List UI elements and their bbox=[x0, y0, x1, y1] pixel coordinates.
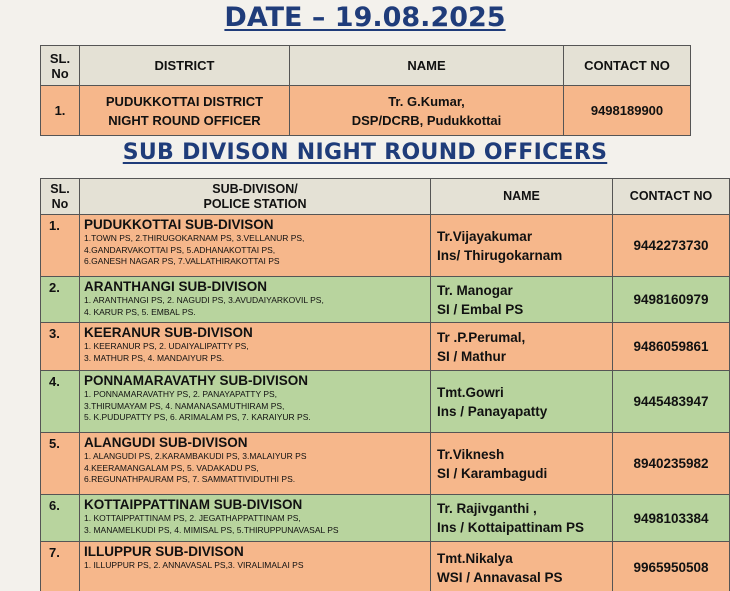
header-sub-division-line-1: SUB-DIVISON/ bbox=[212, 181, 298, 196]
district-cell bbox=[80, 86, 290, 136]
sub-division-cell bbox=[80, 277, 431, 323]
police-station-line: 5. K.PUDUPATTY PS, 6. ARIMALAM PS, 7. KARAIYUR PS. bbox=[84, 412, 311, 422]
officer-name: Tr. Manogar bbox=[437, 282, 513, 298]
header-sub-division bbox=[80, 179, 431, 215]
officer-designation: SI / Embal PS bbox=[437, 301, 524, 317]
table-row bbox=[41, 215, 730, 277]
header-contact: CONTACT NO bbox=[564, 46, 691, 86]
sub-division-table bbox=[40, 178, 730, 591]
table-row bbox=[41, 542, 730, 591]
officer-cell bbox=[431, 371, 613, 433]
officer-name: Tr. Rajivganthi , bbox=[437, 501, 537, 516]
sub-division-name: PUDUKKOTTAI SUB-DIVISON bbox=[84, 217, 274, 232]
officer-name: Tmt.Gowri bbox=[437, 384, 504, 400]
police-station-line: 1. ILLUPPUR PS, 2. ANNAVASAL PS,3. VIRALIMALAI PS bbox=[84, 560, 304, 570]
table-row bbox=[41, 277, 730, 323]
sub-division-cell bbox=[80, 215, 431, 277]
police-station-line: 3. MANAMELKUDI PS, 4. MIMISAL PS, 5.THIRUPPUNAVASAL PS bbox=[84, 524, 339, 535]
officer-designation: DSP/DCRB, Pudukkottai bbox=[351, 112, 502, 128]
police-station-line: 1. KOTTAIPPATTINAM PS, 2. JEGATHAPPATTINAM PS, bbox=[84, 513, 301, 523]
police-station-line: 1. ARANTHANGI PS, 2. NAGUDI PS, 3.AVUDAIYARKOVIL PS, bbox=[84, 295, 324, 305]
table-row bbox=[41, 323, 730, 371]
row-sl-no: 3. bbox=[41, 323, 80, 371]
police-station-line: 1. ALANGUDI PS, 2.KARAMBAKUDI PS, 3.MALAIYUR PS bbox=[84, 451, 307, 461]
sub-division-cell bbox=[80, 495, 431, 542]
district-line-2: NIGHT ROUND OFFICER bbox=[108, 112, 261, 128]
officer-designation: Ins / Kottaipattinam PS bbox=[437, 520, 585, 535]
sub-division-name: ALANGUDI SUB-DIVISON bbox=[84, 435, 248, 450]
officer-name: Tr .P.Perumal, bbox=[437, 329, 526, 345]
row-sl-no: 2. bbox=[41, 277, 80, 323]
table-row bbox=[41, 495, 730, 542]
row-sl-no: 1. bbox=[41, 86, 80, 136]
officer-cell bbox=[431, 542, 613, 591]
header-name: NAME bbox=[431, 179, 613, 215]
sub-division-cell bbox=[80, 433, 431, 495]
sub-division-cell bbox=[80, 323, 431, 371]
officer-cell bbox=[431, 323, 613, 371]
contact-number: 9498189900 bbox=[564, 86, 691, 136]
header-district: DISTRICT bbox=[80, 46, 290, 86]
officer-name: Tr.Viknesh bbox=[437, 446, 505, 462]
contact-number: 9965950508 bbox=[613, 542, 730, 591]
district-line-1: PUDUKKOTTAI DISTRICT bbox=[105, 93, 264, 109]
contact-number: 8940235982 bbox=[613, 433, 730, 495]
header-sl-no: SL. No bbox=[41, 179, 80, 215]
row-sl-no: 4. bbox=[41, 371, 80, 433]
police-station-line: 1. KEERANUR PS, 2. UDAIYALIPATTY PS, bbox=[84, 341, 249, 351]
row-sl-no: 7. bbox=[41, 542, 80, 591]
contact-number: 9442273730 bbox=[613, 215, 730, 277]
header-name: NAME bbox=[290, 46, 564, 86]
contact-number: 9498160979 bbox=[613, 277, 730, 323]
row-sl-no: 1. bbox=[41, 215, 80, 277]
police-station-line: 6.REGUNATHPAURAM PS, 7. SAMMATTIVIDUTHI PS. bbox=[84, 474, 296, 484]
table-row bbox=[41, 371, 730, 433]
header-sub-division-line-2: POLICE STATION bbox=[203, 196, 307, 211]
police-station-line: 4. KARUR PS, 5. EMBAL PS. bbox=[84, 306, 196, 317]
police-station-line: 3.THIRUMAYAM PS, 4. NAMANASAMUTHIRAM PS, bbox=[84, 400, 285, 411]
officer-designation: SI / Mathur bbox=[437, 348, 507, 364]
officer-cell bbox=[431, 433, 613, 495]
officer-designation: SI / Karambagudi bbox=[437, 465, 548, 481]
police-station-line: 3. MATHUR PS, 4. MANDAIYUR PS. bbox=[84, 352, 225, 363]
sub-division-cell bbox=[80, 542, 431, 591]
police-station-line: 6.GANESH NAGAR PS, 7.VALLATHIRAKOTTAI PS bbox=[84, 256, 280, 266]
sub-division-name: ARANTHANGI SUB-DIVISON bbox=[84, 279, 268, 294]
sub-division-title: SUB DIVISON NIGHT ROUND OFFICERS bbox=[122, 140, 608, 165]
date-title: DATE – 19.08.2025 bbox=[224, 2, 506, 33]
officer-designation: Ins/ Thirugokarnam bbox=[437, 247, 563, 263]
sub-division-name: KOTTAIPPATTINAM SUB-DIVISON bbox=[84, 497, 303, 512]
sub-division-name: PONNAMARAVATHY SUB-DIVISON bbox=[84, 373, 309, 388]
officer-cell bbox=[431, 215, 613, 277]
officer-name-cell bbox=[290, 86, 564, 136]
contact-number: 9486059861 bbox=[613, 323, 730, 371]
header-contact: CONTACT NO bbox=[613, 179, 730, 215]
officer-cell bbox=[431, 277, 613, 323]
row-sl-no: 5. bbox=[41, 433, 80, 495]
district-officer-table bbox=[40, 45, 691, 136]
officer-cell bbox=[431, 495, 613, 542]
police-station-line: 4.KEERAMANGALAM PS, 5. VADAKADU PS, bbox=[84, 462, 259, 473]
contact-number: 9445483947 bbox=[613, 371, 730, 433]
table-row bbox=[41, 86, 691, 136]
table-header-row bbox=[41, 179, 730, 215]
table-row bbox=[41, 433, 730, 495]
officer-name: Tr. G.Kumar, bbox=[388, 93, 465, 109]
police-station-line: 1. PONNAMARAVATHY PS, 2. PANAYAPATTY PS, bbox=[84, 389, 278, 399]
officer-designation: Ins / Panayapatty bbox=[437, 403, 548, 419]
header-sl-no: SL. No bbox=[41, 46, 80, 86]
contact-number: 9498103384 bbox=[613, 495, 730, 542]
officer-designation: WSI / Annavasal PS bbox=[437, 569, 563, 585]
officer-name: Tmt.Nikalya bbox=[437, 550, 513, 566]
sub-division-name: KEERANUR SUB-DIVISON bbox=[84, 325, 253, 340]
sub-division-cell bbox=[80, 371, 431, 433]
row-sl-no: 6. bbox=[41, 495, 80, 542]
sub-division-name: ILLUPPUR SUB-DIVISON bbox=[84, 544, 244, 559]
police-station-line: 4.GANDARVAKOTTAI PS, 5.ADHANAKOTTAI PS, bbox=[84, 244, 276, 255]
officer-name: Tr.Vijayakumar bbox=[437, 228, 533, 244]
table-header-row bbox=[41, 46, 691, 86]
police-station-line: 1.TOWN PS, 2.THIRUGOKARNAM PS, 3.VELLANUR PS, bbox=[84, 233, 305, 243]
